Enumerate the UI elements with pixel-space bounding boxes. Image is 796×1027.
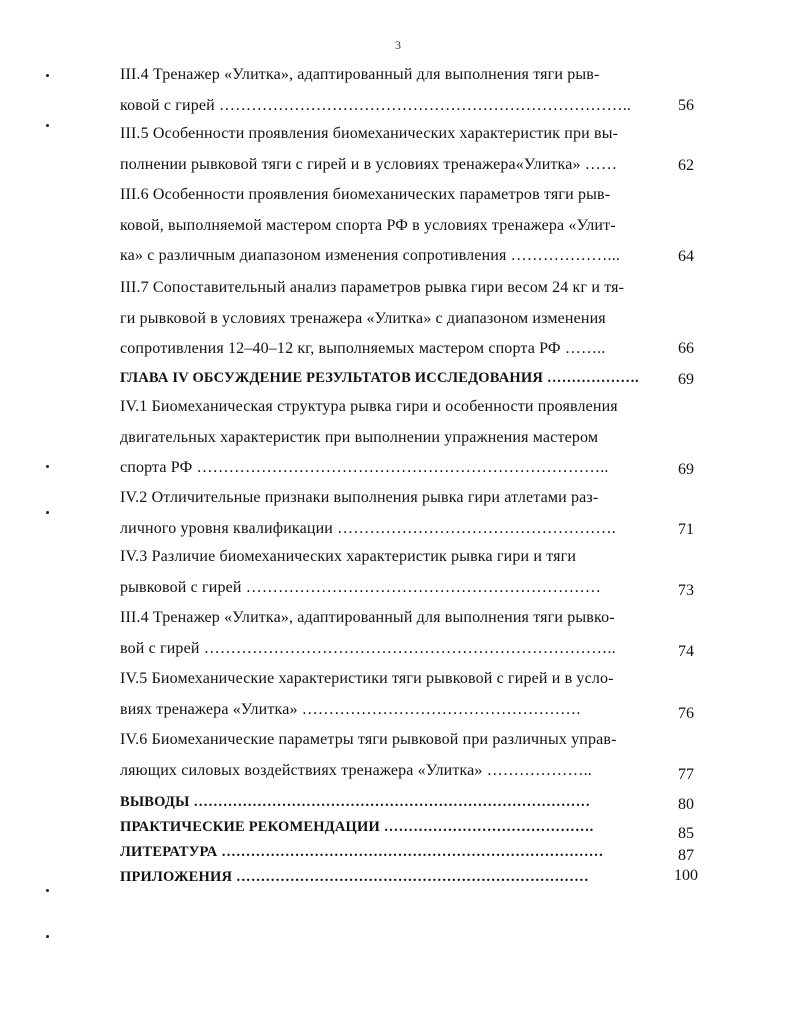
toc-entry-line: виях тренажера «Улитка» ……………………………………………. xyxy=(120,700,581,718)
toc-page-number: 80 xyxy=(678,796,694,813)
scan-speck xyxy=(46,935,49,938)
toc-entry-line: полнении рывковой тяги с гирей и в условиях тренажера«Улитка» …… xyxy=(120,155,618,173)
toc-entry-line: III.4 Тренажер «Улитка», адаптированный для выполнения тяги рывко- xyxy=(120,609,615,626)
toc-entry-line: ги рывковой в условиях тренажера «Улитка» с диапазоном изменения xyxy=(120,309,606,327)
toc-page-number: 74 xyxy=(678,643,694,660)
toc-entry-line: рывковой с гирей ………………………………………………………… xyxy=(120,578,602,596)
toc-entry-line: спорта РФ ………………………………………………………………….. xyxy=(120,459,609,476)
toc-entry-line: III.6 Особенности проявления биомеханических параметров тяги рыв- xyxy=(120,186,611,203)
toc-page-number: 69 xyxy=(678,371,694,388)
toc-entry-line: ковой с гирей ………………………………………………………………….. xyxy=(120,96,632,114)
toc-entry-line: ковой, выполняемой мастером спорта РФ в условиях тренажера «Улит- xyxy=(120,216,616,234)
toc-entry-line: ГЛАВА IV ОБСУЖДЕНИЕ РЕЗУЛЬТАТОВ ИССЛЕДОВАНИЯ ………………. xyxy=(120,370,639,386)
toc-entry-line: ВЫВОДЫ ……………………………………………………………………… xyxy=(120,794,591,810)
toc-page-number: 87 xyxy=(678,847,694,864)
toc-page-number: 56 xyxy=(678,97,694,114)
toc-page-number: 73 xyxy=(678,582,694,599)
scan-speck xyxy=(46,465,49,468)
toc-entry-line: III.7 Сопоставительный анализ параметров рывка гири весом 24 кг и тя- xyxy=(120,279,625,296)
toc-entry-line: IV.5 Биомеханические характеристики тяги рывковой с гирей и в усло- xyxy=(120,670,614,687)
toc-page-number: 71 xyxy=(678,521,694,538)
toc-entry-line: вой с гирей ………………………………………………………………….. xyxy=(120,639,616,657)
scan-speck xyxy=(46,124,49,127)
toc-entry-line: IV.2 Отличительные признаки выполнения рывка гири атлетами раз- xyxy=(120,489,599,506)
toc-entry-line: двигательных характеристик при выполнении упражнения мастером xyxy=(120,428,599,446)
toc-page-number: 100 xyxy=(674,867,698,884)
toc-entry-line: IV.1 Биомеханическая структура рывка гири и особенности проявления xyxy=(120,398,618,415)
toc-page-number: 66 xyxy=(678,340,694,357)
toc-entry-line: ПРИЛОЖЕНИЯ ……………………………………………………………… xyxy=(120,869,589,885)
toc-entry-line: ляющих силовых воздействиях тренажера «Улитка» ……………….. xyxy=(120,761,592,779)
scan-speck xyxy=(46,511,49,514)
toc-entry-line: III.5 Особенности проявления биомеханических характеристик при вы- xyxy=(120,125,619,142)
toc-entry-line: IV.6 Биомеханические параметры тяги рывковой при различных управ- xyxy=(120,731,617,748)
toc-entry-line: ПРАКТИЧЕСКИЕ РЕКОМЕНДАЦИИ ……………………………………. xyxy=(120,819,594,835)
scan-speck xyxy=(46,889,49,892)
toc-page-number: 77 xyxy=(678,766,694,783)
toc-entry-line: III.4 Тренажер «Улитка», адаптированный для выполнения тяги рыв- xyxy=(120,66,600,83)
toc-entry-line: сопротивления 12–40–12 кг, выполняемых мастером спорта РФ …….. xyxy=(120,340,606,357)
page-number: 3 xyxy=(395,38,401,52)
toc-entry-line: личного уровня квалификации ……………………………………………. xyxy=(120,519,616,537)
scan-speck xyxy=(46,74,49,77)
toc-entry-line: ка» с различным диапазоном изменения сопротивления ………………... xyxy=(120,247,621,264)
toc-page-number: 85 xyxy=(678,825,694,842)
toc-page-number: 62 xyxy=(678,157,694,174)
toc-page-number: 76 xyxy=(678,705,694,722)
toc-entry-line: IV.3 Различие биомеханических характеристик рывка гири и тяги xyxy=(120,548,577,565)
toc-page-number: 69 xyxy=(678,461,694,478)
toc-entry-line: ЛИТЕРАТУРА …………………………………………………………………… xyxy=(120,844,604,860)
toc-page-number: 64 xyxy=(678,248,694,265)
